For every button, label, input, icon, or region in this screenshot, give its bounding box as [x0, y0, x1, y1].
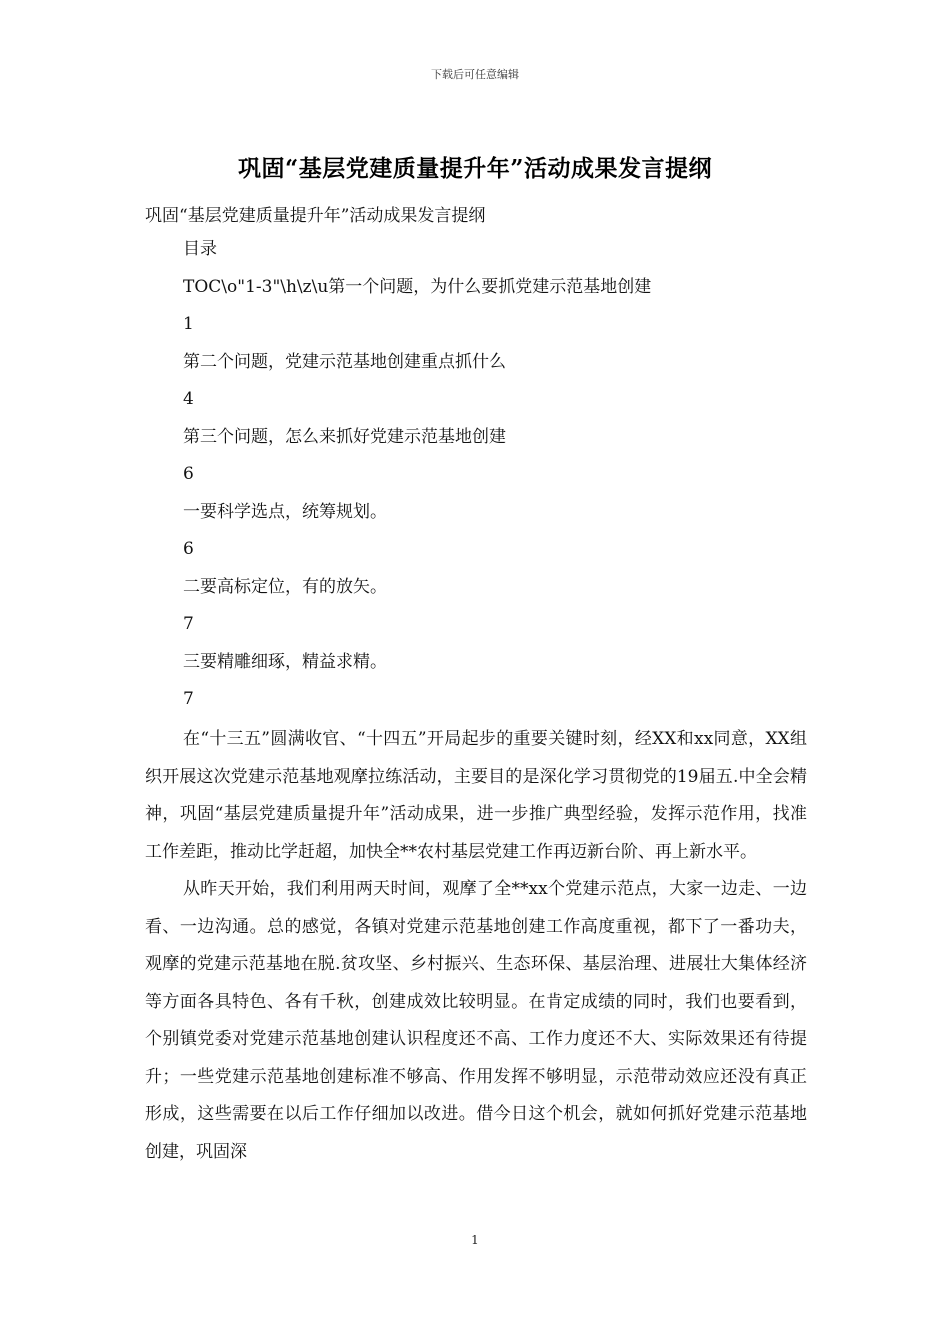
- toc-entry-page: 4: [183, 389, 194, 409]
- header-note: 下载后可任意编辑: [431, 68, 519, 81]
- body-paragraph: 在“十三五”圆满收官、“十四五”开局起步的重要关键时刻，经XX和xx同意，XX组织开展这次党建示范基地观摩拉练活动，主要目的是深化学习贯彻党的19届五.中全会精神，巩固“基层党建质量提升年”活动成果，进一步推广典型经验，发挥示范作用，找准工作差距，推动比学赶超，加快全**农村基层党建工作再迈新台阶、再上新水平。: [145, 729, 807, 862]
- document-title: 巩固“基层党建质量提升年”活动成果发言提纲: [238, 155, 712, 182]
- toc-entry-text[interactable]: TOC\o"1-3"\h\z\u第一个问题，为什么要抓党建示范基地创建: [183, 276, 652, 297]
- table-of-contents: [183, 238, 843, 726]
- toc-entry-page: 1: [183, 314, 194, 334]
- body-text: [145, 721, 807, 1171]
- body-paragraph: 从昨天开始，我们利用两天时间，观摩了全**xx个党建示范点，大家一边走、一边看、一边沟通。总的感觉，各镇对党建示范基地创建工作高度重视，都下了一番功夫，观摩的党建示范基地在脱.贫攻坚、乡村振兴、生态环保、基层治理、进展壮大集体经济等方面各具特色、各有千秋，创建成效比较明显。在肯定成绩的同时，我们也要看到，个别镇党委对党建示范基地创建认识程度还不高、工作力度还不大、实际效果还有待提升；一些党建示范基地创建标准不够高、作用发挥不够明显，示范带动效应还没有真正形成，这些需要在以后工作仔细加以改进。借今日这个机会，就如何抓好党建示范基地创建，巩固深: [145, 879, 807, 1162]
- toc-entry-text[interactable]: 第三个问题，怎么来抓好党建示范基地创建: [183, 426, 506, 447]
- toc-entry-page: 6: [183, 539, 194, 559]
- toc-entry-text[interactable]: 三要精雕细琢，精益求精。: [183, 651, 387, 672]
- toc-entry-page: 7: [183, 614, 194, 634]
- document-subtitle: 巩固“基层党建质量提升年”活动成果发言提纲: [145, 206, 486, 226]
- toc-entry-text[interactable]: 第二个问题，党建示范基地创建重点抓什么: [183, 351, 506, 372]
- toc-entry-page: 7: [183, 689, 194, 709]
- toc-heading: 目录: [183, 239, 217, 259]
- page-number: 1: [471, 1233, 479, 1247]
- toc-entry-page: 6: [183, 464, 194, 484]
- toc-entry-text[interactable]: 二要高标定位，有的放矢。: [183, 576, 387, 597]
- toc-entry-text[interactable]: 一要科学选点，统筹规划。: [183, 501, 387, 522]
